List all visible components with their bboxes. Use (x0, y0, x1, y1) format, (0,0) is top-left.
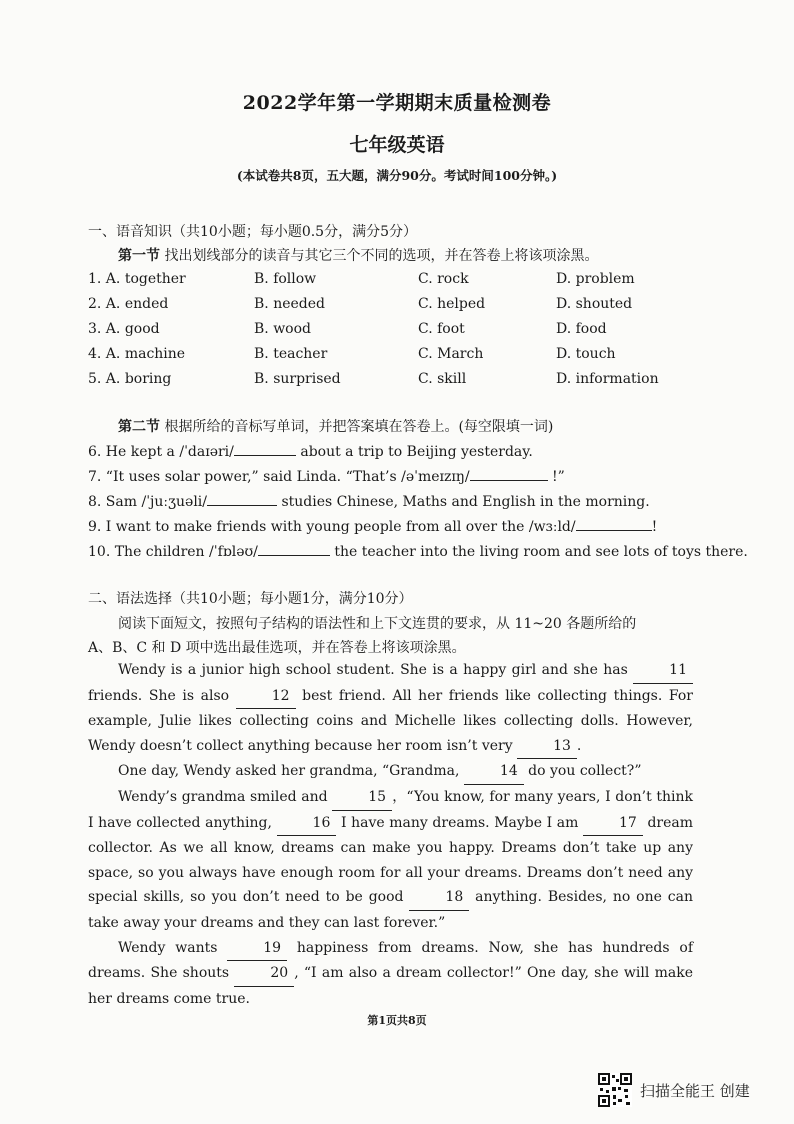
exam-title: 2022学年第一学期期末质量检测卷 (242, 92, 552, 114)
fill-question-text: !” (547, 469, 565, 485)
scanner-watermark: 扫描全能王 创建 (640, 1082, 750, 1100)
passage-paragraph (88, 936, 693, 1012)
option-d: D. touch (556, 346, 616, 362)
answer-blank (234, 441, 296, 456)
fill-question-text: about a trip to Beijing yesterday. (295, 444, 533, 460)
fill-question-text: 10. The children /ˈfɒləʊ/ (88, 544, 258, 560)
passage-text: Wendy wants (118, 939, 228, 956)
blank-number: 14 (464, 759, 524, 785)
option-a: 4. A. machine (88, 346, 186, 362)
fill-question (88, 466, 565, 485)
option-a: 3. A. good (88, 321, 160, 337)
passage-paragraph (88, 759, 693, 785)
answer-blank (207, 491, 277, 506)
passage-text: happiness from dreams. Now, she has hundreds of dreams. She shouts (88, 939, 694, 982)
section2-instruction: 阅读下面短文，按照句子结构的语法性和上下文连贯的要求，从 11~20 各题所给的 (118, 616, 637, 632)
passage-text: ，“You know, for many years, I don’t think I have collected anything, (88, 788, 693, 831)
option-c: C. foot (418, 321, 465, 337)
passage-text: I have many dreams. Maybe I am (336, 814, 584, 831)
option-b: B. teacher (254, 346, 328, 362)
option-c: C. skill (418, 371, 467, 387)
fill-question-text: the teacher into the living room and see lots of toys there. (329, 544, 748, 560)
fill-question (88, 541, 748, 560)
fill-question-text: studies Chinese, Maths and English in the morning. (277, 494, 650, 510)
option-c: C. helped (418, 296, 486, 312)
passage-text: , “I am also a dream collector!” One day, she will make her dreams come true. (88, 965, 693, 1007)
option-c: C. rock (418, 271, 469, 287)
blank-number: 19 (227, 936, 287, 962)
part1-instruction: 找出划线部分的读音与其它三个不同的选项，并在答卷上将该项涂黑。 (164, 248, 599, 264)
passage-text: Wendy’s grandma smiled and (118, 788, 333, 805)
passage-paragraph (88, 785, 693, 936)
section2-heading: 二、语法选择（共10小题；每小题1分，满分10分） (88, 591, 413, 607)
option-b: B. surprised (254, 371, 341, 387)
answer-blank (258, 541, 330, 556)
answer-blank (470, 466, 548, 481)
reading-passage (88, 658, 693, 1011)
option-d: D. shouted (556, 296, 633, 312)
passage-text: best friend. All her friends like collecting things. For example, Julie likes collecting coins and Michelle likes collecting dolls. However, Wendy doesn’t collect anything because her room isn’t very (88, 687, 693, 754)
section2-instruction: A、B、C 和 D 项中选出最佳选项，并在答卷上将该项涂黑。 (88, 640, 466, 656)
passage-text: One day, Wendy asked her grandma, “Grandma, (118, 763, 464, 780)
option-b: B. wood (254, 321, 311, 337)
option-b: B. follow (254, 271, 317, 287)
blank-number: 11 (633, 658, 693, 684)
option-c: C. March (418, 346, 484, 362)
blank-number: 12 (236, 684, 296, 710)
blank-number: 20 (234, 961, 294, 987)
option-a: 2. A. ended (88, 296, 169, 312)
fill-question-text: 6. He kept a /ˈdaɪəri/ (88, 444, 234, 460)
part2-instruction-line (118, 416, 553, 436)
passage-text: . (576, 737, 582, 754)
blank-number: 15 (332, 785, 392, 811)
option-a: 5. A. boring (88, 371, 172, 387)
option-d: D. information (556, 371, 659, 387)
fill-question (88, 516, 657, 535)
fill-question-text: 8. Sam /ˈjuːʒuəli/ (88, 494, 207, 510)
passage-text: anything. Besides, no one can take away your dreams and they can last forever.” (88, 889, 693, 931)
part1-title: 第一节 (118, 248, 160, 264)
blank-number: 13 (517, 734, 577, 760)
fill-question-text: ! (651, 519, 658, 535)
qr-code-icon (598, 1073, 632, 1107)
option-d: D. food (556, 321, 607, 337)
fill-question (88, 491, 650, 510)
exam-note: (本试卷共8页，五大题，满分90分。考试时间100分钟。) (236, 168, 558, 183)
option-b: B. needed (254, 296, 325, 312)
option-d: D. problem (556, 271, 635, 287)
fill-question-text: 7. “It uses solar power,” said Linda. “That’s /əˈmeɪzɪŋ/ (88, 469, 470, 485)
fill-question (88, 441, 533, 460)
part2-instruction: 根据所给的音标写单词，并把答案填在答卷上。(每空限填一词) (164, 419, 554, 435)
section1-heading: 一、语音知识（共10小题；每小题0.5分，满分5分） (88, 224, 417, 240)
blank-number: 16 (277, 811, 337, 837)
page-number: 第1页共8页 (367, 1014, 427, 1027)
exam-subtitle: 七年级英语 (349, 134, 445, 156)
passage-text: Wendy is a junior high school student. She is a happy girl and she has (118, 662, 634, 678)
part1-instruction-line (118, 245, 598, 265)
passage-paragraph (88, 658, 693, 759)
passage-text: friends. She is also (88, 687, 236, 704)
blank-number: 18 (409, 885, 469, 911)
passage-text: do you collect?” (523, 763, 642, 780)
option-a: 1. A. together (88, 271, 186, 287)
fill-question-text: 9. I want to make friends with young people from all over the /wɜːld/ (88, 519, 576, 535)
part2-title: 第二节 (118, 419, 160, 435)
blank-number: 17 (583, 811, 643, 837)
passage-text: dream collector. As we all know, dreams can make you happy. Dreams don’t take up any space, so you always have enough room for all your dreams. Dreams don’t need any special skills, so you don’t need to be good (88, 814, 694, 906)
answer-blank (576, 516, 652, 531)
